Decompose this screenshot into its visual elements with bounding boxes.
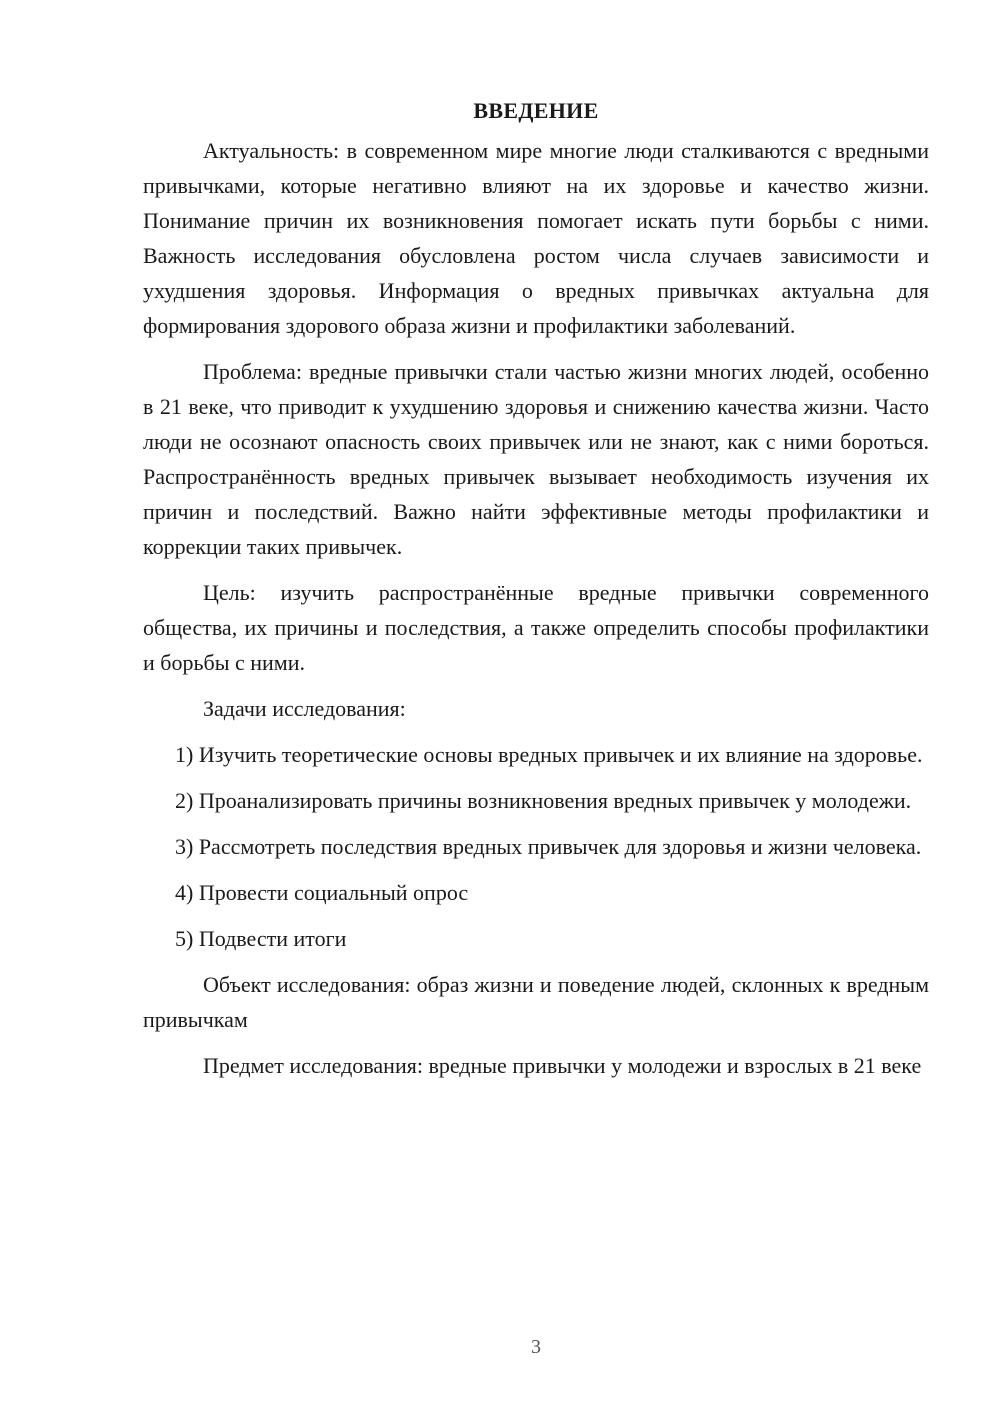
object-paragraph: Объект исследования: образ жизни и поведение людей, склонных к вредным привычкам (143, 972, 929, 1032)
task-item-1: 1) Изучить теоретические основы вредных привычек и их влияние на здоровье. (175, 742, 923, 767)
task-item-4: 4) Провести социальный опрос (175, 880, 469, 905)
task-item-5: 5) Подвести итоги (175, 926, 347, 951)
page-content (143, 93, 929, 1094)
subject-paragraph: Предмет исследования: вредные привычки у молодежи и взрослых в 21 веке (203, 1053, 922, 1078)
page-number: 3 (531, 1336, 541, 1358)
task-item-2: 2) Проанализировать причины возникновения вредных привычек у молодежи. (175, 788, 912, 813)
relevance-paragraph: Актуальность: в современном мире многие люди сталкиваются с вредными привычками, которые негативно влияют на их здоровье и качество жизни. Понимание причин их возникновения помогает искать пути борьбы с ними. Важность исследования обусловлена ростом числа случаев зависимости и ухудшения здоровья. Информация о вредных привычках актуальна для формирования здорового образа жизни и профилактики заболеваний. (143, 138, 929, 338)
problem-paragraph: Проблема: вредные привычки стали частью жизни многих людей, особенно в 21 веке, что приводит к ухудшению здоровья и снижению качества жизни. Часто люди не осознают опасность своих привычек или не знают, как с ними бороться. Распространённость вредных привычек вызывает необходимость изучения их причин и последствий. Важно найти эффективные методы профилактики и коррекции таких привычек. (143, 359, 929, 559)
goal-paragraph: Цель: изучить распространённые вредные привычки современного общества, их причины и последствия, а также определить способы профилактики и борьбы с ними. (143, 580, 929, 675)
task-item-3: 3) Рассмотреть последствия вредных привычек для здоровья и жизни человека. (175, 834, 922, 859)
tasks-heading: Задачи исследования: (203, 696, 406, 721)
section-title: ВВЕДЕНИЕ (473, 98, 599, 123)
